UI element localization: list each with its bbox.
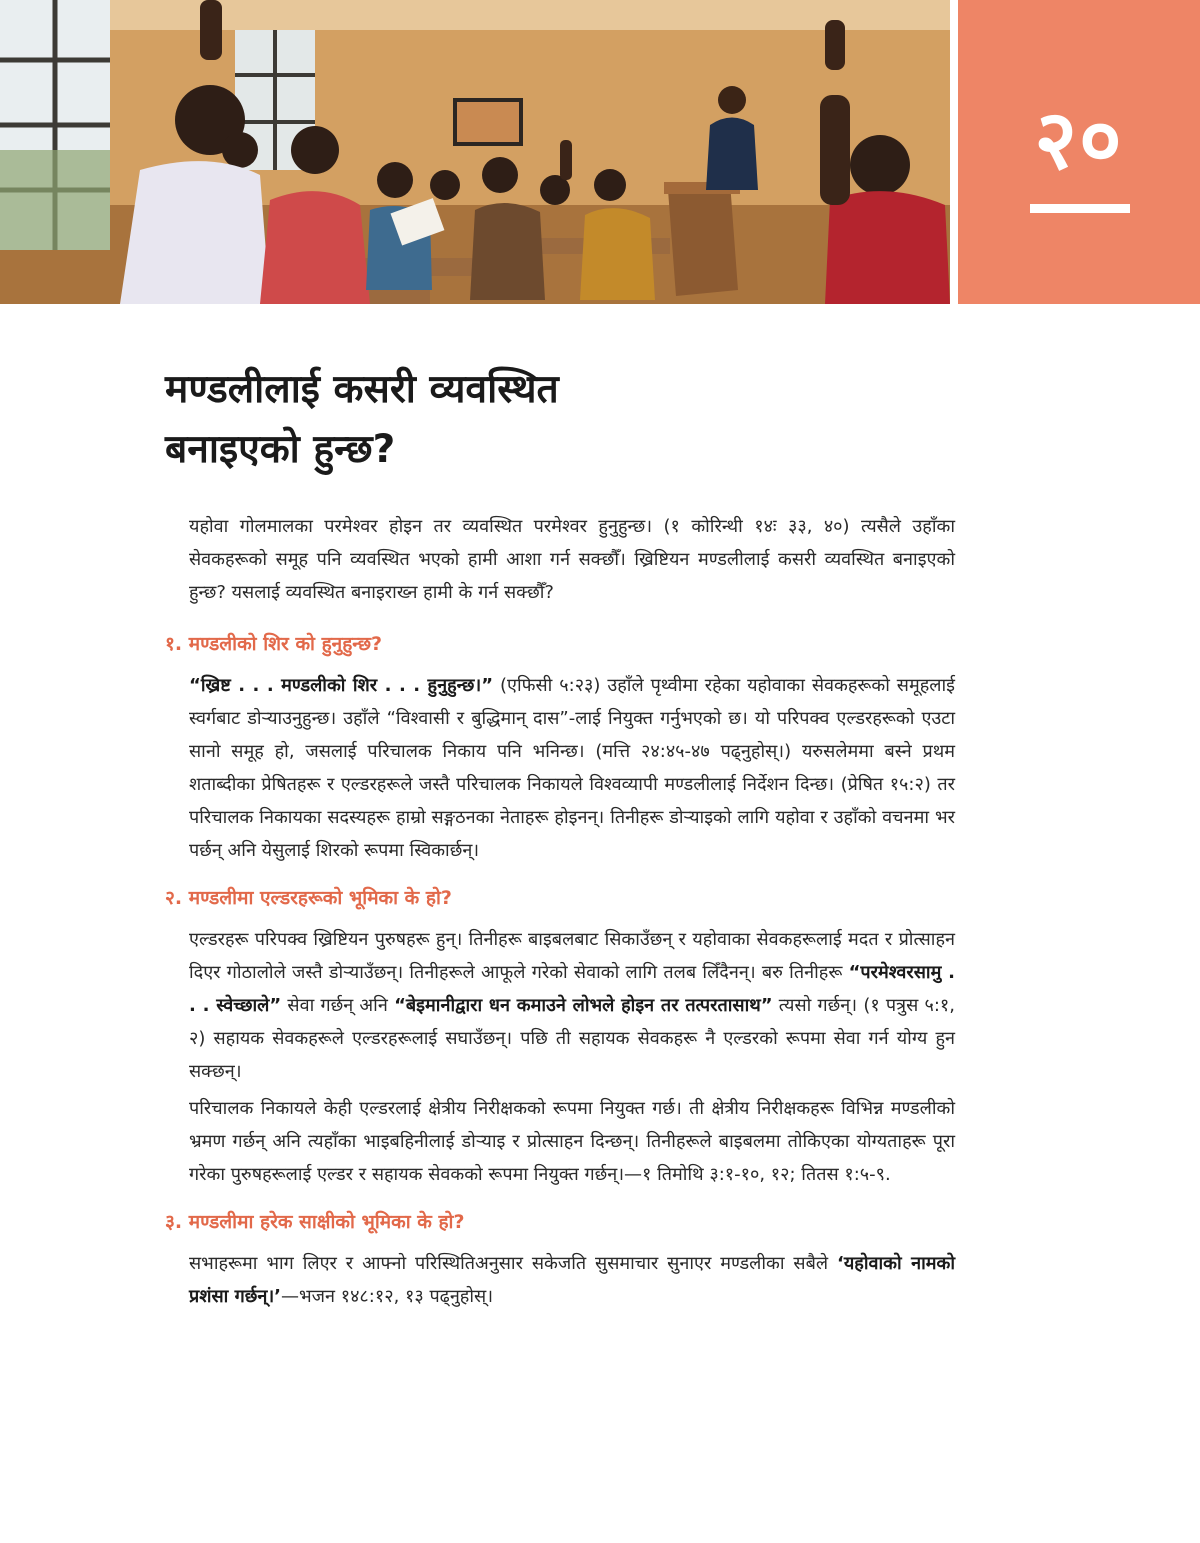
section-2-paragraph-2: परिचालक निकायले केही एल्डरलाई क्षेत्रीय निरीक्षकको रूपमा नियुक्त गर्छ। ती क्षेत्रीय निरीक्षकहरू विभिन्न मण्डलीको भ्रमण गर्छन् अनि त्यहाँका भाइबहिनीलाई डोऱ्याइ र प्रोत्साहन दिन्छन्। तिनीहरूले बाइबलमा तोकिएका योग्यताहरू पूरा गरेका पुरुषहरूलाई एल्डर र सहायक सेवकको रूपमा नियुक्त गर्छन्।—१ तिमोथि ३:१-१०, १२; तितस १:५-९. xyxy=(189,1098,955,1185)
congregation-meeting-illustration xyxy=(0,0,950,304)
section-1-quote: “ख्रिष्ट . . . मण्डलीको शिर . . . हुनुहुन्छ।” xyxy=(189,675,494,696)
lesson-number: २० xyxy=(1034,93,1124,188)
section-3-quote: ‘यहोवाको नामको प्रशंसा गर्छन्।’ xyxy=(189,1253,955,1307)
section-2-text-a: एल्डरहरू परिपक्व ख्रिष्टियन पुरुषहरू हुन्। तिनीहरू बाइबलबाट सिकाउँछन् र यहोवाका सेवकहरूलाई मदत र प्रोत्साहन दिएर गोठालोले जस्तै डोऱ्याउँछन्। तिनीहरूले आफूले गरेको सेवाको लागि तलब लिँदैनन्। बरु तिनीहरू xyxy=(189,929,955,983)
section-2-text-c: त्यसो गर्छन्। (१ पत्रुस ५:१, २) सहायक सेवकहरूले एल्डरहरूलाई सघाउँछन्। पछि ती सहायक सेवकहरू नै एल्डरको रूपमा सेवा गर्न योग्य हुन सक्छन्। xyxy=(189,995,955,1082)
section-3-paragraph xyxy=(189,1247,955,1313)
section-1-question-text: मण्डलीको शिर को हुनुहुन्छ? xyxy=(188,633,383,655)
section-1-question xyxy=(165,629,955,659)
section-2-paragraph-1 xyxy=(189,923,955,1088)
section-3-text-a: सभाहरूमा भाग लिएर र आफ्नो परिस्थितिअनुसार सकेजति सुसमाचार सुनाएर मण्डलीका सबैले xyxy=(189,1253,837,1274)
section-1-text: (एफिसी ५:२३) उहाँले पृथ्वीमा रहेका यहोवाका सेवकहरूको समूहलाई स्वर्गबाट डोऱ्याउनुहुन्छ। उहाँले “विश्वासी र बुद्धिमान् दास”-लाई नियुक्त गर्नुभएको छ। यो परिपक्व एल्डरहरूको एउटा सानो समूह हो, जसलाई परिचालक निकाय पनि भनिन्छ। (मत्ति २४:४५-४७ पढ्नुहोस्।) यरुसलेममा बस्ने प्रथम शताब्दीका प्रेषितहरू र एल्डरहरूले जस्तै परिचालक निकायले विश्वव्यापी मण्डलीलाई निर्देशन दिन्छ। (प्रेषित १५:२) तर परिचालक निकायका सदस्यहरू हाम्रो सङ्गठनका नेताहरू होइनन्। तिनीहरू डोऱ्याइको लागि यहोवा र उहाँको वचनमा भर पर्छन् अनि येसुलाई शिरको रूपमा स्विकार्छन्। xyxy=(189,675,955,861)
section-2-number: २. xyxy=(165,887,183,909)
lesson-number-underline xyxy=(1030,204,1130,213)
title-line-2: बनाइएको हुन्छ? xyxy=(165,427,396,472)
header-photo xyxy=(0,0,950,304)
section-2-question-text: मण्डलीमा एल्डरहरूको भूमिका के हो? xyxy=(188,887,452,909)
lesson-number-box xyxy=(958,0,1200,304)
section-3-question xyxy=(165,1207,955,1237)
section-2-text-b: सेवा गर्छन् अनि xyxy=(281,995,395,1016)
section-3-text-b: —भजन १४८:१२, १३ पढ्नुहोस्। xyxy=(280,1286,494,1307)
section-1-number: १. xyxy=(165,633,183,655)
page-title xyxy=(165,360,945,480)
section-2-question xyxy=(165,883,955,913)
intro-paragraph: यहोवा गोलमालका परमेश्वर होइन तर व्यवस्थित परमेश्वर हुनुहुन्छ। (१ कोरिन्थी १४ः ३३, ४०) त्यसैले उहाँका सेवकहरूको समूह पनि व्यवस्थित भएको हामी आशा गर्न सक्छौँ। ख्रिष्टियन मण्डलीलाई कसरी व्यवस्थित बनाइएको हुन्छ? यसलाई व्यवस्थित बनाइराख्न हामी के गर्न सक्छौँ? xyxy=(189,516,955,603)
section-3-question-text: मण्डलीमा हरेक साक्षीको भूमिका के हो? xyxy=(188,1211,465,1233)
section-1-paragraph xyxy=(189,669,955,867)
section-3-number: ३. xyxy=(165,1211,183,1233)
title-line-1: मण्डलीलाई कसरी व्यवस्थित xyxy=(165,367,559,412)
lesson-content xyxy=(165,510,955,1313)
section-2-quote-1: “परमेश्वरसामु . . . स्वेच्छाले” xyxy=(189,962,955,1016)
section-2-quote-2: “बेइमानीद्वारा धन कमाउने लोभले होइन तर तत्परतासाथ” xyxy=(394,995,773,1016)
